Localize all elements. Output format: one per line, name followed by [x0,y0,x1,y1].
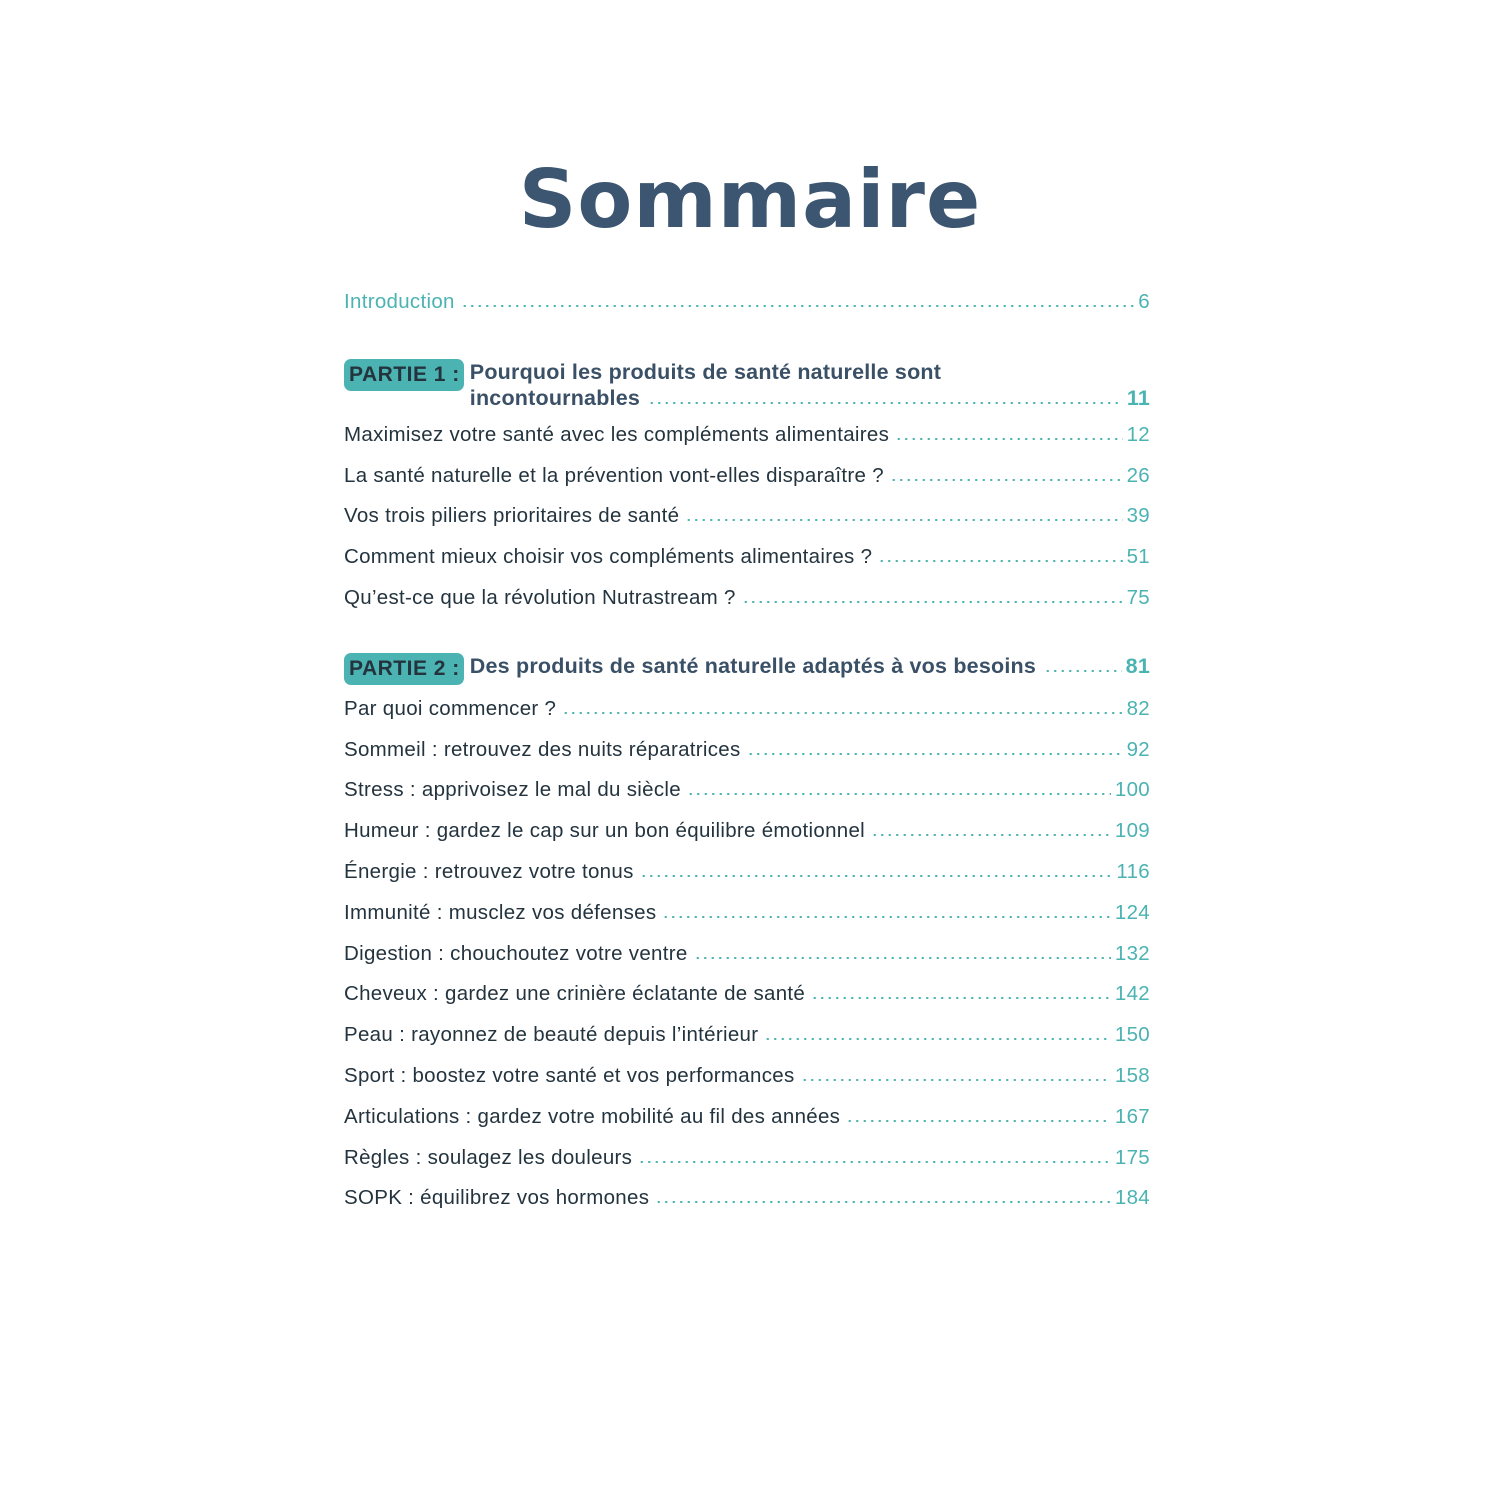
part-badge: PARTIE 1 : [344,359,464,391]
toc-entry-label: Immunité : musclez vos défenses [344,900,657,924]
toc-entry-label: SOPK : équilibrez vos hormones [344,1186,650,1210]
dot-leader [890,479,1123,481]
part-title-line: incontournables [469,385,641,410]
toc-entry-page: 39 [1126,504,1150,528]
toc-entry-label: Sommeil : retrouvez des nuits réparatrices [344,737,741,761]
toc-entry[interactable] [344,1146,1150,1187]
toc-entry-page: 124 [1114,900,1150,924]
toc-entry-page: 82 [1126,696,1150,720]
dot-leader [694,957,1111,959]
dot-leader [640,875,1113,877]
dot-leader [687,793,1111,795]
toc-entry-label: Peau : rayonnez de beauté depuis l’intérieur [344,1023,759,1047]
part-heading-1[interactable] [344,359,1150,411]
toc-entry[interactable] [344,901,1150,942]
toc-entry-page: 150 [1114,1023,1150,1047]
toc-entry-page: 167 [1114,1104,1150,1128]
toc-entry-page: 12 [1126,422,1150,446]
toc-entry-page: 26 [1126,463,1150,487]
dot-leader [871,834,1111,836]
dot-leader [461,305,1135,307]
toc-entry[interactable] [344,942,1150,983]
toc-entry-label: Humeur : gardez le cap sur un bon équilibre émotionnel [344,819,866,843]
toc-entry[interactable] [344,464,1150,505]
toc-entry[interactable] [344,504,1150,545]
toc-entry-page: 100 [1114,778,1150,802]
page-title: Sommaire [518,153,982,246]
dot-leader [638,1161,1111,1163]
toc-entry-label: Cheveux : gardez une crinière éclatante de santé [344,982,806,1006]
toc-entry[interactable] [344,1186,1150,1227]
table-of-contents [344,290,1150,1227]
part-heading-2[interactable] [344,653,1150,685]
dot-leader [878,560,1122,562]
toc-entry-page: 92 [1126,737,1150,761]
toc-entry[interactable] [344,423,1150,464]
part1-entries [344,423,1150,627]
toc-entry[interactable] [344,697,1150,738]
dot-leader [895,438,1122,440]
toc-entry-page: 75 [1126,585,1150,609]
dot-leader [655,1201,1111,1203]
toc-entry[interactable] [344,586,1150,627]
toc-entry-label: Stress : apprivoisez le mal du siècle [344,778,681,802]
toc-entry-page: 158 [1114,1063,1150,1087]
toc-entry-label: Comment mieux choisir vos compléments alimentaires ? [344,545,873,569]
dot-leader [1044,670,1122,672]
toc-entry[interactable] [344,545,1150,586]
toc-entry-page: 6 [1138,290,1150,313]
toc-entry-page: 184 [1114,1186,1150,1210]
toc-entry-label: Par quoi commencer ? [344,696,557,720]
dot-leader [846,1120,1111,1122]
part-page: 81 [1125,653,1150,678]
toc-entry-page: 109 [1114,819,1150,843]
dot-leader [685,519,1122,521]
toc-entry-introduction[interactable] [344,290,1150,331]
toc-entry-label: Sport : boostez votre santé et vos performances [344,1063,795,1087]
toc-entry-label: Énergie : retrouvez votre tonus [344,859,634,883]
part-page: 11 [1126,385,1150,410]
toc-entry-page: 51 [1126,545,1150,569]
part-badge: PARTIE 2 : [344,653,464,685]
toc-entry[interactable] [344,1023,1150,1064]
dot-leader [811,997,1111,999]
toc-entry[interactable] [344,819,1150,860]
toc-entry[interactable] [344,860,1150,901]
toc-entry[interactable] [344,738,1150,779]
toc-entry-page: 175 [1114,1145,1150,1169]
toc-entry-label: Introduction [344,290,455,313]
toc-entry-label: Digestion : chouchoutez votre ventre [344,941,688,965]
toc-entry-page: 142 [1114,982,1150,1006]
part2-entries [344,697,1150,1227]
toc-entry-label: Règles : soulagez les douleurs [344,1145,633,1169]
toc-entry-label: Qu’est-ce que la révolution Nutrastream ? [344,585,736,609]
dot-leader [801,1079,1111,1081]
toc-entry-label: Vos trois piliers prioritaires de santé [344,504,680,528]
dot-leader [764,1038,1111,1040]
part-title-line: Pourquoi les produits de santé naturelle sont [469,359,942,384]
toc-entry-page: 116 [1116,859,1150,883]
toc-entry[interactable] [344,1064,1150,1105]
toc-entry-label: Maximisez votre santé avec les compléments alimentaires [344,422,890,446]
dot-leader [662,916,1111,918]
toc-entry-label: Articulations : gardez votre mobilité au fil des années [344,1104,841,1128]
dot-leader [747,753,1123,755]
part-title-line: Des produits de santé naturelle adaptés à vos besoins [469,653,1036,678]
dot-leader [742,601,1123,603]
toc-entry-label: La santé naturelle et la prévention vont-elles disparaître ? [344,463,884,487]
toc-entry-page: 132 [1114,941,1150,965]
dot-leader [648,402,1123,404]
toc-entry[interactable] [344,982,1150,1023]
toc-entry[interactable] [344,1105,1150,1146]
dot-leader [562,712,1122,714]
toc-entry[interactable] [344,778,1150,819]
